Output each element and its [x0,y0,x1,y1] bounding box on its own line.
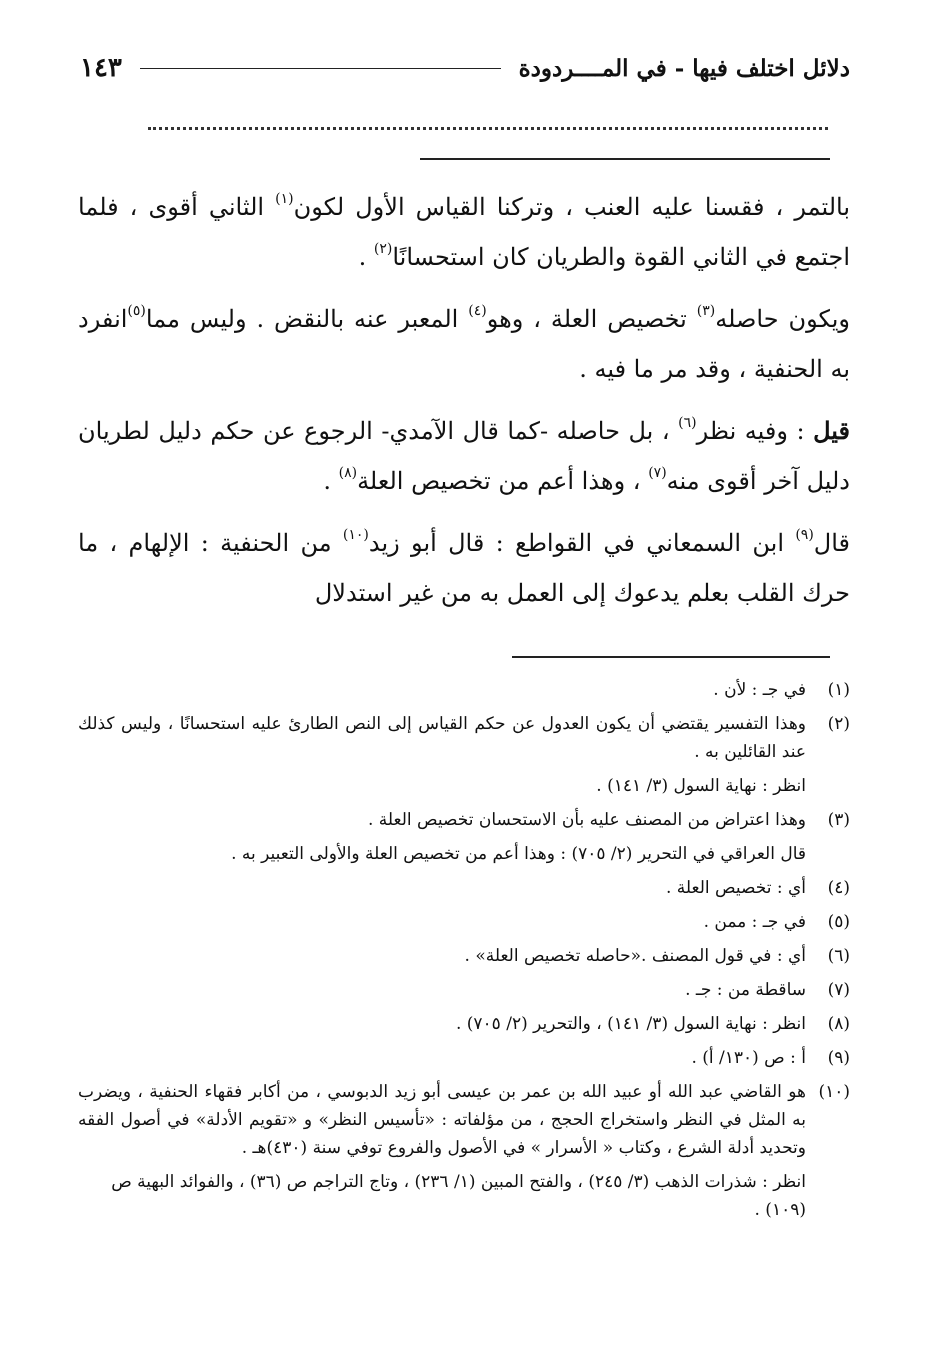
footnote-text: أي : تخصيص العلة . [665,878,806,898]
footnote-text: في جـ : لأن . [713,680,806,700]
footnote-1 [78,676,850,704]
footnote-text: انظر : نهاية السول (٣/ ١٤١) ، والتحرير (٢/ ٧٠٥) . [455,1014,806,1034]
footnote-number: (١٠) [818,1082,850,1102]
footnote-text: في جـ : ممن . [703,912,806,932]
footnote-4 [78,874,850,902]
text-segment: . [323,467,339,495]
footnote-ref-2[interactable]: (٢) [373,241,393,257]
paragraph-3 [78,406,850,506]
footnote-text: وهذا التفسير يقتضي أن يكون العدول عن حكم القياس إلى النص الطارئ عليه استحسانًا ، وليس كذلك عند القائلين به . [78,714,806,762]
footnote-number: (٨) [827,1014,850,1034]
footnote-text: هو القاضي عبد الله أو عبيد الله بن عمر بن عيسى أبو زيد الدبوسي ، من أكابر فقهاء الحنفية ، ويضرب به المثل في النظر واستخراج الحجج ، من مؤلفاته : «تأسيس النظر» و «تقويم الأدلة» في أصول الفقه وتحديد أدلة الشرع ، وكتاب « الأسرار » في الأصول والفروع توفي سنة (٤٣٠)هـ . [78,1082,806,1158]
footnote-ref-4[interactable]: (٤) [468,303,487,319]
footnote-ref-6[interactable]: (٦) [678,415,697,431]
footnote-number: (٣) [827,810,850,830]
footnote-3-reference: قال العراقي في التحرير (٢/ ٧٠٥) : وهذا أعم من تخصيص العلة والأولى التعبير به . [231,844,806,864]
footnote-text: ساقطة من : جـ . [685,980,806,1000]
footnote-number: (٤) [827,878,850,898]
running-header [80,48,850,88]
footnote-rule [512,656,830,658]
footnote-number: (١) [827,680,850,700]
footnote-2-reference: انظر : نهاية السول (٣/ ١٤١) . [596,776,806,796]
footnote-text: وهذا اعتراض من المصنف عليه بأن الاستحسان تخصيص العلة . [367,810,806,830]
text-segment: ، بل حاصله -كما قال الآمدي- الرجوع عن حكم دليل لطريان دليل آخر أقوى منه [78,417,850,495]
text-segment: المعبر عنه بالنقض . وليس مما [145,305,469,333]
text-segment: انفرد به الحنفية ، وقد مر ما فيه . [78,305,850,383]
text-segment: بالتمر ، فقسنا عليه العنب ، وتركنا القياس الأول لكون [293,193,850,221]
header-rule [140,68,501,69]
text-segment: من الحنفية : الإلهام ، ما حرك القلب بعلم يدعوك إلى العمل به من غير استدلال [78,529,850,607]
paragraph-2 [78,294,850,394]
footnote-number: (٦) [827,946,850,966]
paragraph-4 [78,518,850,618]
footnote-ref-5[interactable]: (٥) [127,303,146,319]
paragraph-1 [78,182,850,282]
footnote-8 [78,1010,850,1038]
section-rule [420,158,830,160]
page-number: ١٤٣ [80,53,122,83]
footnote-6 [78,942,850,970]
footnote-5 [78,908,850,936]
footnote-text: أ : ص (١٣٠/ أ) . [691,1048,806,1068]
text-segment: ابن السمعاني في القواطع : قال أبو زيد [368,529,796,557]
text-segment: قال [813,529,851,557]
text-segment: : وفيه نظر [696,417,814,445]
footnote-2 [78,710,850,766]
running-title: دلائل اختلف فيها - في المــــردودة [518,54,850,82]
footnote-10-reference: انظر : شذرات الذهب (٣/ ٢٤٥) ، والفتح المبين (١/ ٢٣٦) ، وتاج التراجم ص (٣٦) ، والفوائد البهية ص (١٠٩) . [111,1172,806,1220]
text-segment: . [358,243,374,271]
footnote-ref-8[interactable]: (٨) [338,465,358,481]
footnotes [78,676,850,1230]
footnote-ref-1[interactable]: (١) [275,191,294,207]
footnote-7 [78,976,850,1004]
footnote-ref-9[interactable]: (٩) [795,527,814,543]
footnote-ref-3[interactable]: (٣) [696,303,716,319]
text-segment: تخصيص العلة ، وهو [486,305,697,333]
text-segment: ويكون حاصله [715,305,851,333]
text-segment: ، وهذا أعم من تخصيص العلة [357,467,649,495]
footnote-text: أي : في قول المصنف .«حاصله تخصيص العلة» . [464,946,806,966]
footnote-number: (٩) [827,1048,850,1068]
footnote-number: (٧) [827,980,850,1000]
footnote-10 [78,1078,850,1162]
main-text [78,182,850,630]
lead-word: قيل [813,416,850,445]
footnote-ref-7[interactable]: (٧) [648,465,667,481]
footnote-ref-10[interactable]: (١٠) [342,527,369,543]
dotted-separator [148,127,828,130]
footnote-9 [78,1044,850,1072]
footnote-number: (٥) [827,912,850,932]
text-segment: الثاني أقوى ، فلما اجتمع في الثاني القوة والطريان كان استحسانًا [78,193,850,271]
footnote-number: (٢) [827,714,850,734]
footnote-3 [78,806,850,834]
